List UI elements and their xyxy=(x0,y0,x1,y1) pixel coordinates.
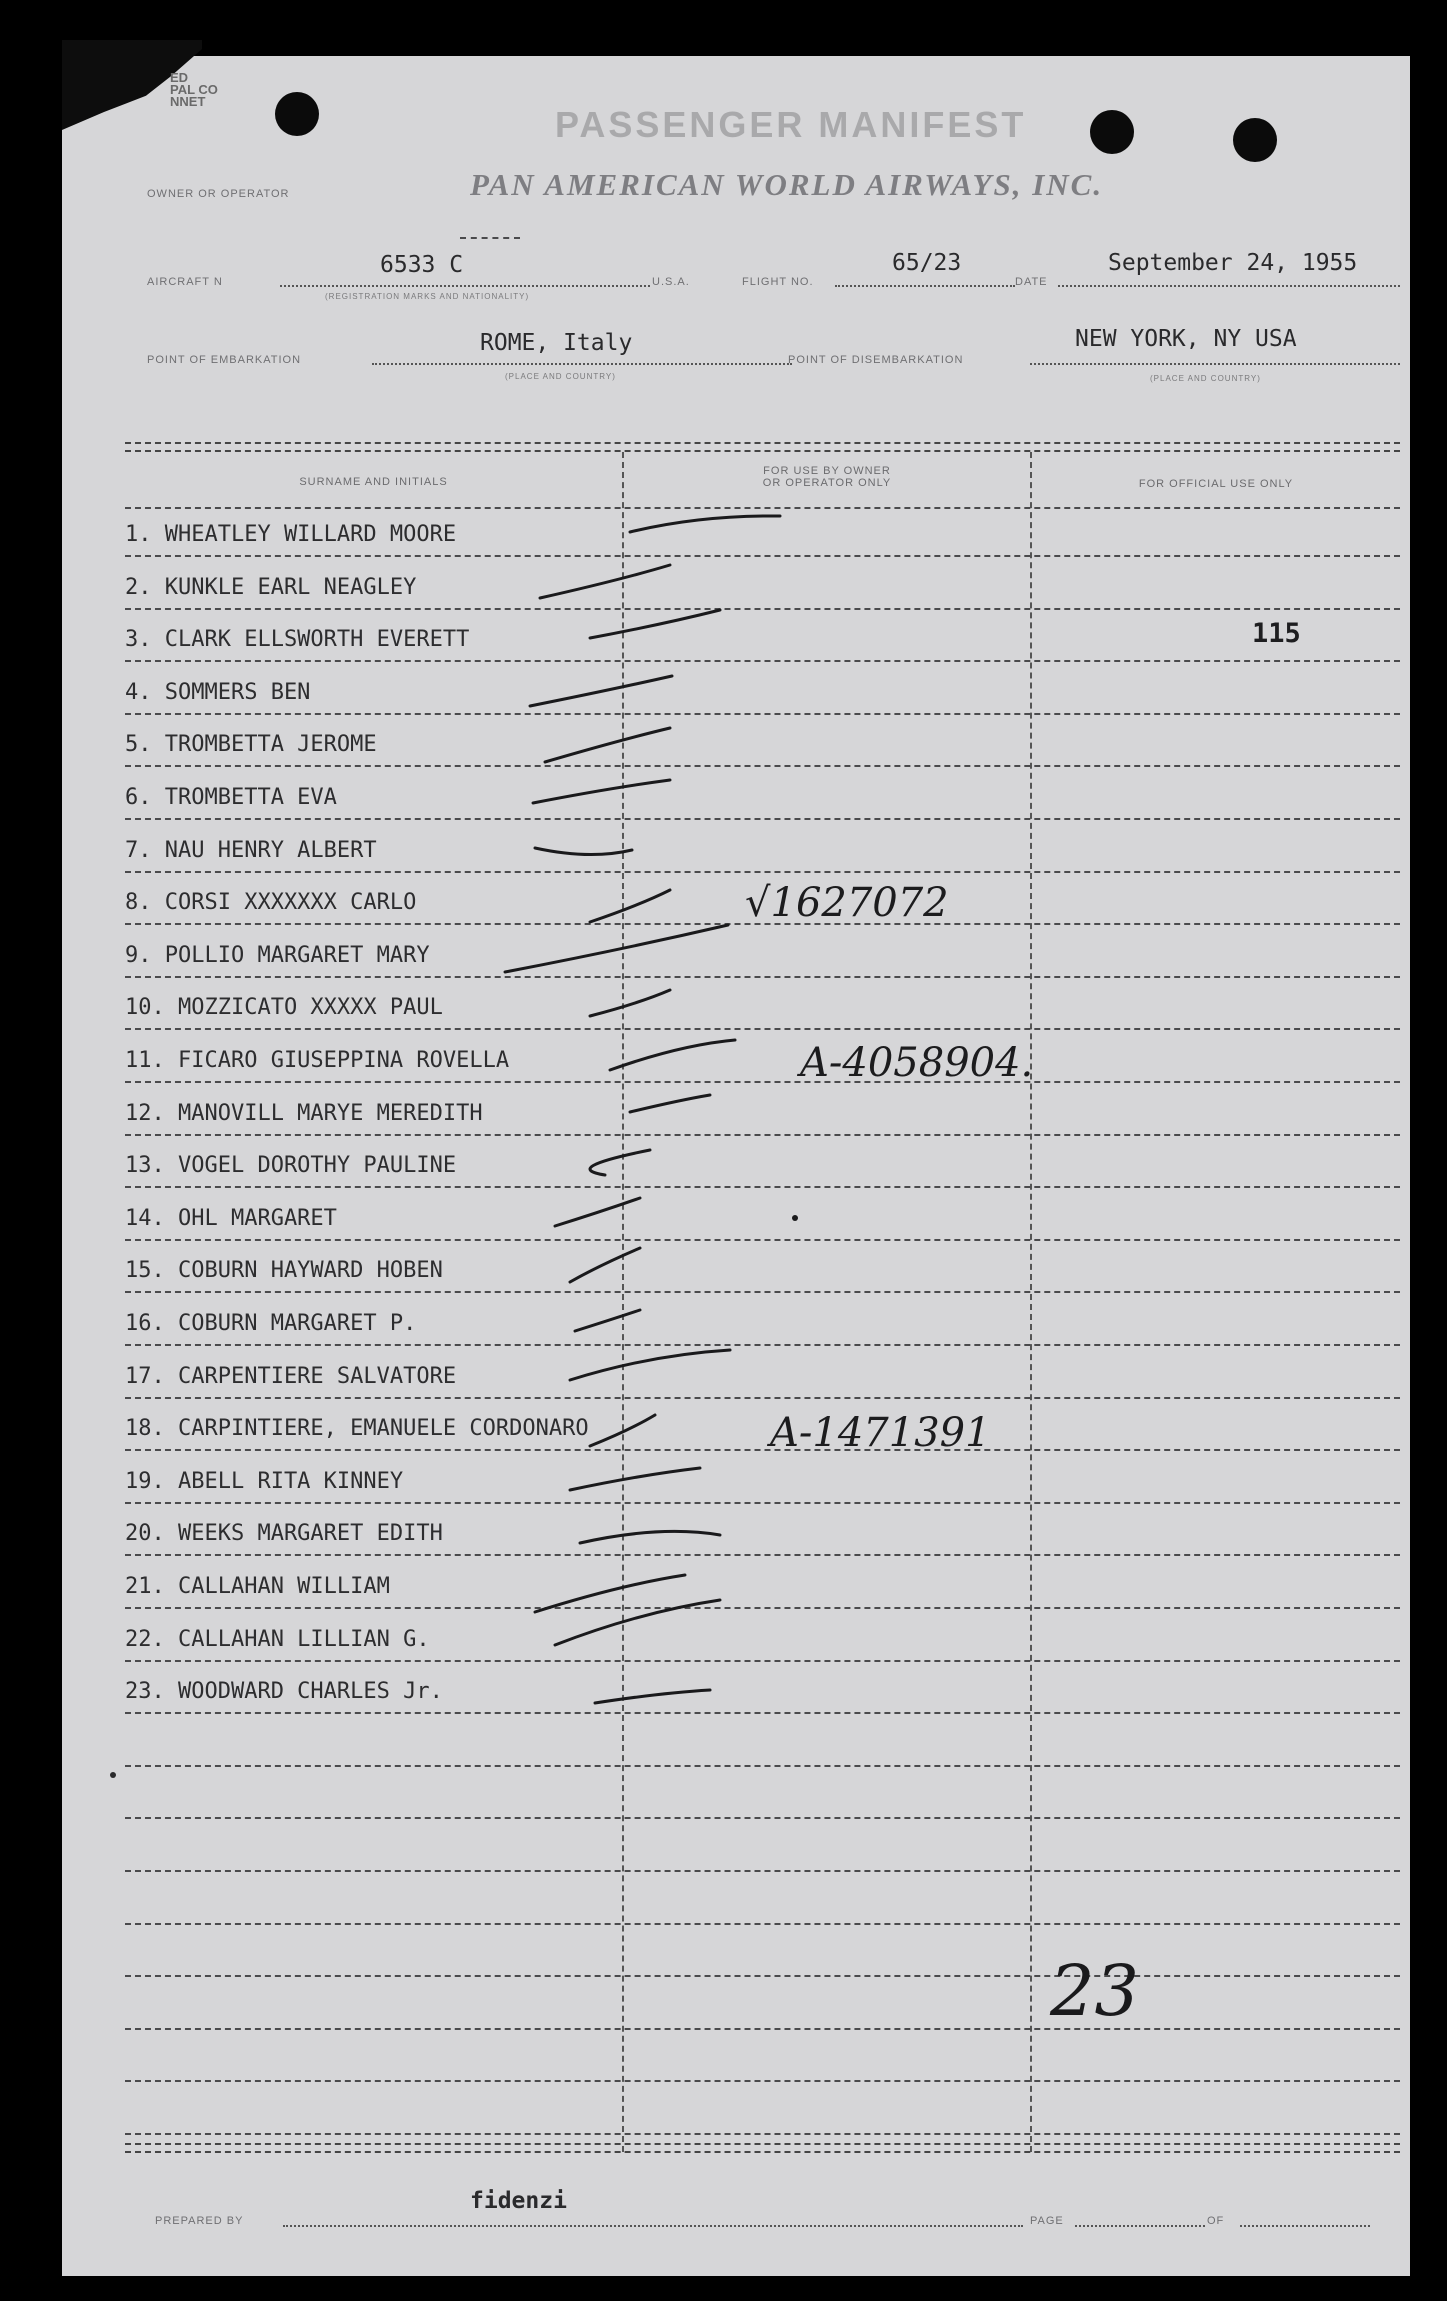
page-title: PASSENGER MANIFEST xyxy=(555,104,1027,145)
passenger-row: 1. WHEATLEY WILLARD MOORE xyxy=(125,522,457,547)
passenger-row: 7. NAU HENRY ALBERT xyxy=(125,838,377,863)
check-mark-row20 xyxy=(580,1531,720,1543)
check-mark-row12 xyxy=(630,1095,710,1112)
ink-dot xyxy=(792,1215,798,1221)
passenger-row: 21. CALLAHAN WILLIAM xyxy=(125,1574,390,1599)
passenger-row: 19. ABELL RITA KINNEY xyxy=(125,1469,404,1494)
passenger-row: 12. MANOVILL MARYE MEREDITH xyxy=(125,1101,483,1126)
owner-label: OWNER OR OPERATOR xyxy=(147,188,290,200)
disembark-label: POINT OF DISEMBARKATION xyxy=(788,354,964,366)
official-use-entry: 115 xyxy=(1252,618,1301,649)
aircraft-sub: (REGISTRATION MARKS AND NATIONALITY) xyxy=(325,292,530,301)
passenger-row: 3. CLARK ELLSWORTH EVERETT xyxy=(125,627,470,652)
check-mark-row15 xyxy=(570,1248,640,1282)
check-mark-row7 xyxy=(535,848,632,855)
flight-value: 65/23 xyxy=(892,250,962,276)
passenger-row: 17. CARPENTIERE SALVATORE xyxy=(125,1364,457,1389)
passenger-row: 9. POLLIO MARGARET MARY xyxy=(125,943,430,968)
col-surname-header: SURNAME AND INITIALS xyxy=(299,476,448,488)
prepared-by-line xyxy=(283,2225,1023,2227)
check-mark-row3 xyxy=(590,610,720,638)
check-mark-row9 xyxy=(505,925,728,972)
passenger-row: 16. COBURN MARGARET P. xyxy=(125,1311,417,1336)
check-mark-row23 xyxy=(595,1690,710,1703)
handwritten-note-row11: A-4058904. xyxy=(800,1040,1034,1086)
check-mark-row18 xyxy=(590,1415,655,1446)
table-bottom-rule xyxy=(125,2143,1400,2153)
check-mark-row13 xyxy=(590,1150,650,1175)
aircraft-label: AIRCRAFT N xyxy=(147,276,223,288)
carrier-name: PAN AMERICAN WORLD AIRWAYS, INC. xyxy=(470,167,1104,202)
check-mark-row11 xyxy=(610,1040,735,1070)
check-mark-row1 xyxy=(630,516,780,532)
check-mark-row14 xyxy=(555,1198,640,1226)
of-label: OF xyxy=(1207,2215,1225,2227)
passenger-row: 14. OHL MARGARET xyxy=(125,1206,337,1231)
embark-label: POINT OF EMBARKATION xyxy=(147,354,302,366)
date-label: DATE xyxy=(1015,276,1048,288)
embark-value: ROME, Italy xyxy=(480,330,633,356)
date-value: September 24, 1955 xyxy=(1108,250,1358,276)
col-owner-header: FOR USE BY OWNER OR OPERATOR ONLY xyxy=(762,465,892,489)
passenger-row: 13. VOGEL DOROTHY PAULINE xyxy=(125,1153,457,1178)
check-mark-row5 xyxy=(545,728,670,762)
passenger-row: 22. CALLAHAN LILLIAN G. xyxy=(125,1627,430,1652)
aircraft-value: 6533 C xyxy=(380,252,464,278)
corner-stamp-text: ED PAL CO NNET xyxy=(170,70,218,109)
disembark-value: NEW YORK, NY USA xyxy=(1075,326,1297,352)
passenger-row: 15. COBURN HAYWARD HOBEN xyxy=(125,1258,443,1283)
passenger-row: 20. WEEKS MARGARET EDITH xyxy=(125,1521,443,1546)
check-mark-row4 xyxy=(530,676,672,706)
check-mark-row8 xyxy=(590,890,670,922)
page-label: PAGE xyxy=(1030,2215,1064,2227)
check-mark-row6 xyxy=(533,780,670,803)
check-mark-row17 xyxy=(570,1350,730,1380)
col-official-header: FOR OFFICIAL USE ONLY xyxy=(1138,478,1294,490)
passenger-row: 23. WOODWARD CHARLES Jr. xyxy=(125,1679,443,1704)
passenger-row: 18. CARPINTIERE, EMANUELE CORDONARO xyxy=(125,1416,589,1441)
disembark-sub: (PLACE AND COUNTRY) xyxy=(1150,374,1261,383)
prepared-by-value: fidenzi xyxy=(470,2188,567,2214)
prepared-by-label: PREPARED BY xyxy=(155,2215,244,2227)
ink-dot-margin xyxy=(110,1772,116,1778)
usa-label: U.S.A. xyxy=(652,276,690,288)
passenger-row: 5. TROMBETTA JEROME xyxy=(125,732,377,757)
of-line xyxy=(1240,2225,1370,2227)
check-mark-row2 xyxy=(540,565,670,598)
page-line xyxy=(1075,2225,1205,2227)
passenger-row: 10. MOZZICATO XXXXX PAUL xyxy=(125,995,443,1020)
handwritten-note-row8: √1627072 xyxy=(745,880,949,926)
passenger-row: 2. KUNKLE EARL NEAGLEY xyxy=(125,575,417,600)
check-mark-row21 xyxy=(535,1575,685,1612)
flight-label: FLIGHT NO. xyxy=(742,276,814,288)
check-mark-row16 xyxy=(575,1310,640,1331)
check-mark-row22 xyxy=(555,1600,720,1645)
passenger-row: 11. FICARO GIUSEPPINA ROVELLA xyxy=(125,1048,510,1073)
handwritten-note-row18: A-1471391 xyxy=(770,1410,991,1456)
handwritten-total: 23 xyxy=(1050,1950,1140,2032)
passenger-row: 6. TROMBETTA EVA xyxy=(125,785,337,810)
passenger-row: 8. CORSI XXXXXXX CARLO xyxy=(125,890,417,915)
check-mark-row10 xyxy=(590,990,670,1016)
passenger-row: 4. SOMMERS BEN xyxy=(125,680,311,705)
embark-sub: (PLACE AND COUNTRY) xyxy=(505,372,616,381)
check-mark-row19 xyxy=(570,1468,700,1490)
